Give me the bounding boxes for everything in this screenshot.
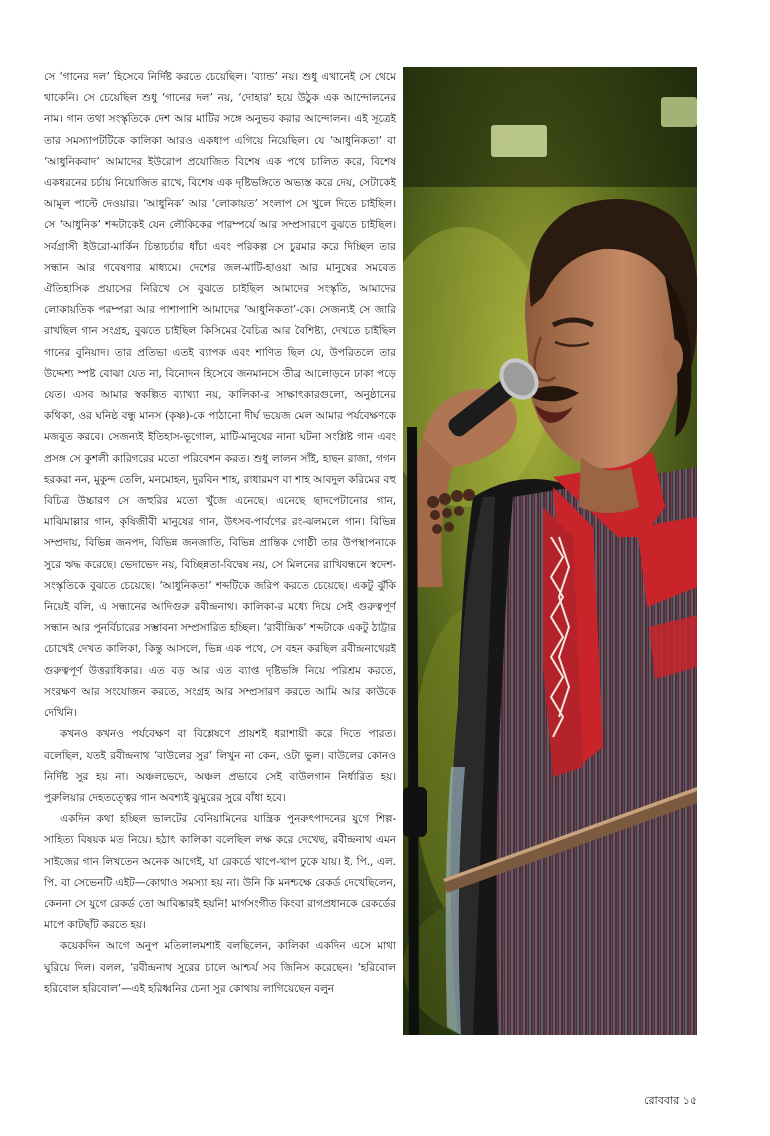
stage-light-2 bbox=[661, 97, 697, 127]
article-paragraph-1: সে ‘গানের দল’ হিসেবে নির্দিষ্ট করতে চেয়েছিল। ‘ব্যান্ড’ নয়। শুধু এখানেই সে থেমে থাকেনি। সে চেয়েছিল শুধু ‘গানের দল’ নয়, ‘দোহার’ হয়ে উঠুক এক আন্দোলনের নাম। গান তথা সংস্কৃতিকে দেশ আর মাটির সঙ্গে অনুভব করার আন্দোলন। এই সূত্রেই তার সমস্যাপটটিকে কালিকা আরও একধাপ এগিয়ে নিয়েছিল। যে ‘আধুনিকতা’ বা ‘আধুনিকবাদ’ আমাদের ইউরোপ প্রযোজিত বিশেষ এক পথে চালিত করে, বিশেষ একধরনের চর্চায় নিয়োজিত রাখে, বিশেষ এক দৃষ্টিভঙ্গিতে অভ্যস্ত করে দেয়, সেটাকেই আমূল পাল্টে দেওয়ার। ‘আধুনিক’ আর ‘লোকায়ত’ সংলাপ সে খুলে দিতে চাইছিল। সে ‘আধুনিক’ শব্দটাকেই যেন লৌকিকের পারম্পর্যে আর সম্প্রসারণে বুঝতে চাইছিল। সর্বগ্রাসী ইউরো-মার্কিন চিন্তাচর্চার ধাঁচা এবং পরিকল্প সে চুরমার করে দিচ্ছিল তার সন্ধান আর গবেষণার মাধ্যমে। দেশের জল-মাটি-হাওয়া আর মানুষের সমবেত ঐতিহাসিক প্রয়াসের নিরিখে সে বুঝতে চাইছিল আমাদের সংস্কৃতি, আমাদের লোকায়তিক পরম্পরা আর পাশাপাশি আমাদের ‘আধুনিকতা’-কে। সেজন্যই সে জারি রাখছিল গান সংগ্রহ, বুঝতে চাইছিল কিসিমের বৈচিত্র আর বৈশিষ্ট্য, দেখতে চাইছিল গানের বুনিয়াদ। তার প্রতিভা এতই ব্যাপক এবং শাণিত ছিল যে, উপরিতলে তার উদ্দেশ্য স্পষ্ট বোঝা যেত না, বিনোদন হিসেবে জনমানসে তীব্র আলোড়নে ঢাকা পড়ে যেত। এসব আমার স্বকল্পিত ব্যাখ্যা নয়, কালিকা-র সাক্ষাৎকারগুলো, অনুষ্ঠানের কথিকা, ওর ঘনিষ্ঠ বন্ধু মানস (কৃষ্ণ)-কে পাঠানো দীর্ঘ ভয়েজ মেল আমার পর্যবেক্ষণকে মজবুত করবে। সেজন্যই ইতিহাস-ভূগোল, মাটি-মানুষের নানা ঘটনা সংশ্লিষ্ট গান এবং প্রসঙ্গ সে কুশলী কারিগরের মতো পরিবেশন করত। শুধু লালন সাঁই, হাছন রাজা, গগন হরকরা নন, মুকুন্দ তেলি, মনমোহন, দুরবিন শাহ, রাধারমণ বা শাহ আবদুল করিমের বহু বিচিত্র উচ্চারণ সে জহুরির মতো খুঁজে এনেছে। এনেছে ছাদপেটানোর গান, মাঝিমাল্লার গান, কৃষিজীবী মানুষের গান, উৎসব-পার্বণের রং-ঝলমলে গান। বিভিন্ন সম্প্রদায়, বিভিন্ন জনপদ, বিভিন্ন জনজাতি, বিভিন্ন প্রান্তিক গোষ্ঠী তার উপস্থাপনাকে সুরে ঋদ্ধ করেছে। ভেদাভেদ নয়, বিচ্ছিন্নতা-বিদ্বেষ নয়, সে মিলনের রাখিবন্ধনে স্বদেশ-সংস্কৃতিকে বুঝতে চেয়েছে। ‘আধুনিকতা’ শব্দটিকে জরিপ করতে চেয়েছে। একটু ঝুঁকি নিয়েই বলি, এ সন্ধানের আদিগুরু রবীন্দ্রনাথ। কালিকা-র মধ্যে দিয়ে সেই গুরুত্বপূর্ণ সন্ধান আর পুনর্বিচারের সম্ভাবনা সম্প্রসারিত হচ্ছিল। ‘রাবীন্দ্রিক’ শব্দটাকে একটু ঠাট্টার চোখেই দেখত কালিকা, কিন্তু আসলে, ভিন্ন এক পথে, সে বহন করছিল রবীন্দ্রনাথেরই গুরুত্বপূর্ণ উত্তরাধিকার। এত বড় আর এত ব্যাপ্ত দৃষ্টিভঙ্গি নিয়ে পরিশ্রম করতে, সংরক্ষণ আর সংযোজন করতে, সংগ্রহ আর সম্প্রসারণ করতে আমি আর কাউকে দেখিনি। bbox=[44, 70, 396, 720]
article-column bbox=[44, 66, 396, 1056]
article-paragraph-3: একদিন কথা হচ্ছিল ভালটের বেনিয়ামিনের যান্ত্রিক পুনরুৎপাদনের যুগে শিল্প-সাহিত্য বিষয়ক মত নিয়ে। হঠাৎ কালিকা বলেছিল লক্ষ করে দেখেছ, রবীন্দ্রনাথ এমন সাইজের গান লিখতেন অনেক আগেই, যা রেকর্ডে খাপে-খাপ ঢুকে যায়। ই. পি., এল. পি. বা সেভেনটি এইট—কোথাও সমস্যা হয় না। উনি কি মনশ্চক্ষে রেকর্ড দেখেছিলেন, কেননা সে যুগে রেকর্ড তো আবিষ্কারই হয়নি! মার্গসংগীত কিংবা রাগপ্রধানকে রেকর্ডের মাপে কাটছাঁট করতে হয়। bbox=[44, 812, 396, 932]
singer-photo-illustration bbox=[403, 67, 697, 1035]
page-footer: রোববার ১৫ bbox=[644, 1094, 697, 1107]
singer-photo bbox=[403, 67, 697, 1035]
stage-light-1 bbox=[491, 125, 547, 157]
article-paragraph-4: কয়েকদিন আগে অনুপ মতিলালমশাই বলছিলেন, কালিকা একদিন এসে মাথা ঘুরিয়ে দিল। বলল, ‘রবীন্দ্রনাথ সুরের চালে আশ্চর্য সব জিনিস করেছেন। ‘হরিবোল হরিবোল হরিবোল’—এই হরিধ্বনির চেনা সুর কোথায় লাগিয়েছেন বলুন bbox=[44, 939, 396, 995]
mic-stand bbox=[407, 427, 419, 1035]
article-paragraph-2: কখনও কখনও পর্যবেক্ষণ বা বিশ্লেষণে প্রায়শই ধরাশায়ী করে দিতে পারত। বলেছিল, যতই রবীন্দ্রনাথ ‘বাউলের সুর’ লিখুন না কেন, ওটা ভুল। বাউলের কোনও নির্দিষ্ট সুর হয় না। অঞ্চলভেদে, অঞ্চল প্রভাবে সেই বাউলগান নির্ধারিত হয়। পুরুলিয়ার দেহতত্ত্বের গান অবশ্যই ঝুমুরের সুরে বাঁধা হবে। bbox=[44, 727, 396, 804]
